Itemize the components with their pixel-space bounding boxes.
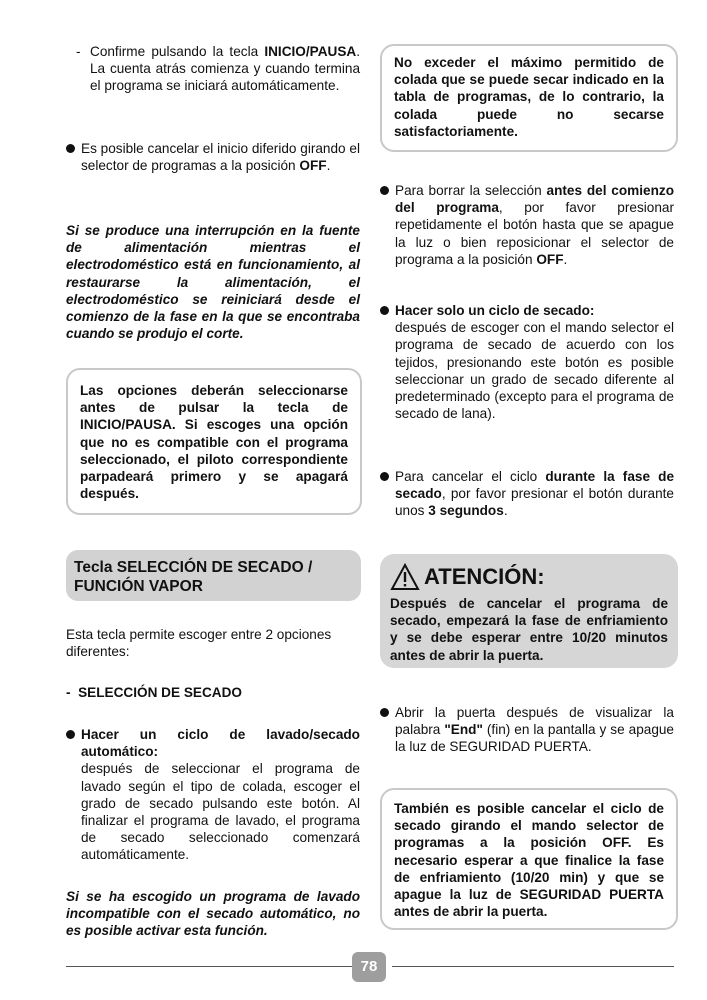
confirm-step: [76, 43, 360, 95]
step-dash: -: [76, 44, 81, 59]
subsection-title: - SELECCIÓN DE SECADO: [66, 685, 242, 700]
warning-box: [380, 554, 678, 668]
bullet-cancel-cycle: Para cancelar el ciclo durante la fase de secado, por favor presionar el botón durante unos 3 segundos.: [380, 468, 674, 520]
confirm-step-text: Confirme pulsando la tecla INICIO/PAUSA. La cuenta atrás comienza y cuando termina el programa se iniciará automáticamente.: [90, 44, 360, 94]
cancel-info-text: También es posible cancelar el ciclo de secado girando el mando selector de programas a la posición OFF. Es necesario esperar a que finalice la fase de enfriamiento (10/20 min) y que se apague la luz de SEGURIDAD PUERTA antes de abrir la puerta.: [394, 801, 664, 920]
footer-rule-left: [66, 966, 352, 967]
bullet-cancel-delay: Es posible cancelar el inicio diferido girando el selector de programas a la posición OFF.: [66, 140, 360, 174]
section-intro: Esta tecla permite escoger entre 2 opciones diferentes:: [66, 627, 332, 660]
bullet-clear-selection: Para borrar la selección antes del comienzo del programa, por favor presionar repetidamente el botón hasta que se apague la luz o bien reposicionar el selector de programa a la posición OFF.: [380, 182, 674, 268]
warning-triangle-icon: [390, 563, 420, 591]
max-load-text: No exceder el máximo permitido de colada que se puede secar indicado en la tabla de programas, de lo contrario, la colada puede no secarse satisfactoriamente.: [394, 55, 664, 139]
section-heading: Tecla SELECCIÓN DE SECADO / FUNCIÓN VAPOR: [66, 550, 361, 601]
max-load-box: [380, 44, 678, 152]
dry-only-title: Hacer solo un ciclo de secado:: [395, 303, 595, 318]
page-number: 78: [360, 958, 378, 975]
cancel-info-box: [380, 788, 678, 930]
dry-only-text: después de escoger con el mando selector el programa de secado de acuerdo con los tejidos, presionando este botón es posible seleccionar un grado de secado diferente al predeterminado (excepto para el programa de secado de lana).: [395, 320, 674, 422]
warning-title: ATENCIÓN:: [424, 564, 545, 589]
warning-header: [390, 562, 668, 592]
options-info-text: Las opciones deberán seleccionarse antes de pulsar la tecla de INICIO/PAUSA. Si escoges una opción que no es compatible con el programa seleccionado, el piloto correspondiente parpadeará primero y se apagará después.: [80, 383, 348, 502]
footer-rule-right: [392, 966, 674, 967]
bullet-auto-cycle: [66, 726, 360, 864]
bullet-dot: [66, 730, 75, 739]
bullet-dot: [380, 306, 389, 315]
bullet-dry-only: [380, 302, 674, 422]
bullet-open-door: Abrir la puerta después de visualizar la palabra "End" (fin) en la pantalla y se apague la luz de SEGURIDAD PUERTA.: [380, 704, 674, 756]
bullet-dot: [66, 144, 75, 153]
power-interruption-note: Si se produce una interrupción en la fuente de alimentación mientras el electrodoméstico está en funcionamiento, al restaurarse la alimentación, el electrodoméstico se reiniciará desde el comienzo de la fase en la que se encontraba cuando se produjo el corte.: [66, 223, 360, 342]
bullet-dot: [380, 472, 389, 481]
auto-cycle-text: después de seleccionar el programa de lavado según el tipo de colada, escoger el grado de secado pulsando este botón. Al finalizar el programa de lavado, el programa de secado seleccionado comenzará automáticamente.: [81, 761, 360, 863]
auto-cycle-title: Hacer un ciclo de lavado/secado automático:: [81, 727, 360, 760]
bullet-dot: [380, 708, 389, 717]
incompatible-note: Si se ha escogido un programa de lavado incompatible con el secado automático, no es posible activar esta función.: [66, 889, 360, 939]
warning-text: Después de cancelar el programa de secado, empezará la fase de enfriamiento y se debe esperar entre 10/20 minutos antes de abrir la puerta.: [390, 596, 668, 663]
options-info-box: [66, 368, 362, 515]
bullet-dot: [380, 186, 389, 195]
page-number-badge: [352, 952, 386, 982]
